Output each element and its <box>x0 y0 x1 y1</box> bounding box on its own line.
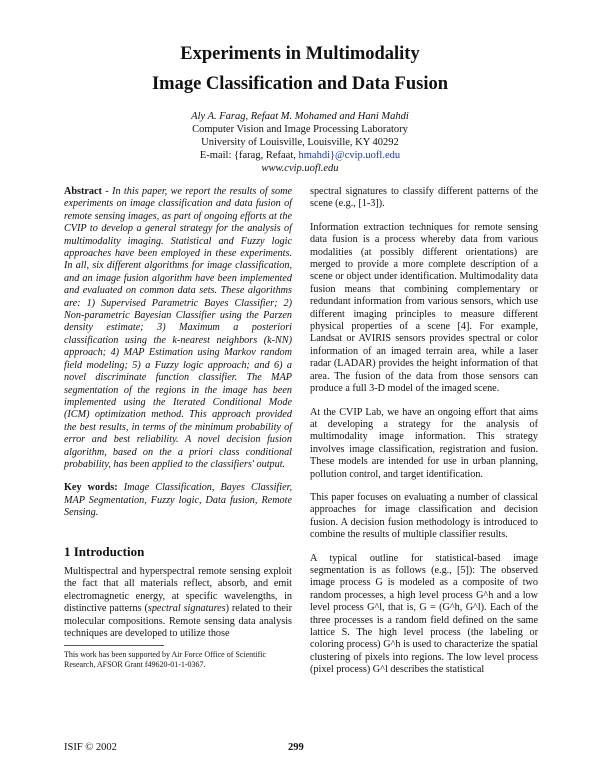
abstract-text: - In this paper, we report the results of some experiments on image classification and data fusion of remote sensing images, as part of ongoing efforts at the CVIP to develop a general strategy for the analysis of multimodality imaging. Statistical and Fuzzy logic approaches have been employed in these experiments. In all, six different algorithms for image classification, and an image fusion algorithm have been implemented and evaluated on common data sets. These algorithms are: 1) Supervised Parametric Bayes Classifier; 2) Non-parametric Bayesian Classifier using the Parzen density estimate; 3) Maximum a posteriori classification using the k-nearest neighbors (k-NN) approach; 4) MAP Estimation using Markov random field modeling; 5) a Fuzzy logic approach; and 6) a novel discriminate function classifier. The MAP segmentation of the regions in the image has been implemented using the Iterated Conditional Mode (ICM) optimization method. This approach provided the best results, in terms of the minimum probability of error and best reliability. A novel decision fusion algorithm, based on the a priori class conditional probability, has been applied to the classifiers' output. <box>64 186 292 470</box>
right-paragraph-5: A typical outline for statistical-based image segmentation is as follows (e.g., [5]): The observed image process G is modeled as a composite of two random processes, a high level process G^h and a low level process G^l, that is, G = (G^h, G^l). Each of the three processes is a random field defined on the same lattice S. The high level process (the labeling or coloring process) G^h is used to characterize the spatial clustering of pixels into regions. The low level process (pixel process) G^l describes the statistical <box>310 552 538 676</box>
email-line <box>0 149 600 162</box>
intro-paragraph <box>64 566 292 640</box>
paper-title-line2: Image Classification and Data Fusion <box>151 74 449 94</box>
intro-text-b: ) related to their molecular compositions. Remote sensing data analysis techniques are developed to utilize those <box>64 603 292 640</box>
email-prefix: E-mail: {farag, Refaat, <box>199 150 299 161</box>
right-paragraph-2: Information extraction techniques for remote sensing data fusion is a process whereby data from various modalities (at possibly different orientations) are merged to provide a more complete description of a scene or object under identification. Multimodality data fusion means that combining complementary or redundant information from various sensors, which use different imaging principles to measure different physical properties of a scene [4]. For example, Landsat or AVIRIS sensors provides spectral or color information of an imaged terrain area, while a laser radar (LADAR) provides the height information of that area. The fusion of the data from those sensors can produce a full 3-D model of the imaged scene. <box>310 221 538 395</box>
footnote-rule <box>64 645 164 646</box>
keywords <box>64 482 292 519</box>
paper-title-line1: Experiments in Multimodality <box>180 44 420 64</box>
right-paragraph-1: spectral signatures to classify different patterns of the scene (e.g., [1-3]). <box>310 186 538 210</box>
right-paragraph-3: At the CVIP Lab, we have an ongoing effort that aims at developing a strategy for the analysis of multimodality image information. This strategy involves image classification, registration and fusion. These models are intended for use in urban planning, pollution control, and target identification. <box>310 406 538 480</box>
affiliation-university: University of Louisville, Louisville, KY 40292 <box>201 137 399 148</box>
keywords-label: Key words: <box>64 482 118 494</box>
authors: Aly A. Farag, Refaat M. Mohamed and Hani Mahdi <box>191 111 409 122</box>
intro-text-em: spectral signatures <box>147 603 226 615</box>
footnote: This work has been supported by Air Force Office of Scientific Research, AFSOR Grant f49620-01-1-0367. <box>64 650 267 669</box>
intro-text-a: Multispectral and hyperspectral remote sensing exploit the fact that all materials reflect, absorb, and emit electromagnetic energy, at specific wavelengths, in distinctive patterns ( <box>64 566 292 615</box>
website[interactable]: www.cvip.uofl.edu <box>261 163 339 174</box>
right-column <box>310 186 538 688</box>
left-column <box>64 186 292 531</box>
keywords-text: Image Classification, Bayes Classifier, MAP Segmentation, Fuzzy logic, Data fusion, Remote Sensing. <box>64 482 292 519</box>
right-paragraph-4: This paper focuses on evaluating a number of classical approaches for image classification and decision fusion. A decision fusion methodology is introduced to combine the results of multiple classifier results. <box>310 491 538 541</box>
abstract-label: Abstract <box>64 186 102 197</box>
section-heading-introduction: 1 Introduction <box>64 544 145 559</box>
abstract <box>64 186 292 471</box>
email-link[interactable]: hmahdi}@cvip.uofl.edu <box>298 150 401 161</box>
footer-copyright: ISIF © 2002 <box>64 742 117 753</box>
page-number: 299 <box>288 742 304 753</box>
affiliation-lab: Computer Vision and Image Processing Laboratory <box>192 124 408 135</box>
